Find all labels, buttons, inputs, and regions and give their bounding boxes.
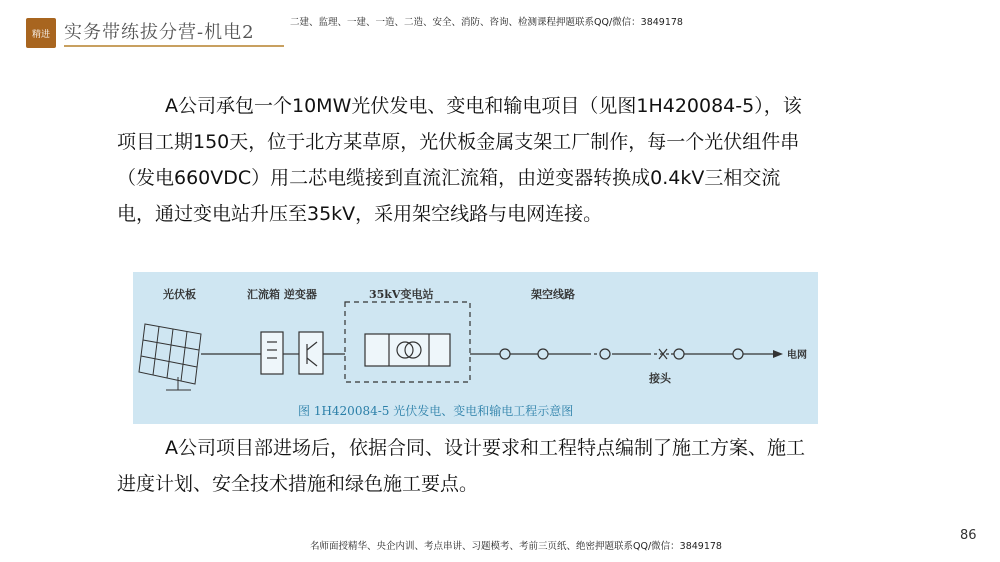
pv-system-diagram xyxy=(133,272,818,424)
label-pv-panel: 光伏板 xyxy=(163,288,196,301)
top-contact-banner: 二建、监理、一建、一造、二造、安全、消防、咨询、检测课程押题联系QQ/微信：3849178 xyxy=(290,17,683,28)
page-number: 86 xyxy=(960,528,977,543)
paragraph-1-text: A公司承包一个10MW光伏发电、变电和输电项目（见图1H420084-5），该项目工期150天，位于北方某草原，光伏板金属支架工厂制作，每一个光伏组件串（发电660VDC）用二芯电缆接到直流汇流箱，由逆变器转换成0.4kV三相交流电，通过变电站升压至35kV，采用架空线路与电网连接。 xyxy=(117,95,802,225)
bottom-contact-banner: 名师面授精华、央企内训、考点串讲、习题模考、考前三页纸、绝密押题联系QQ/微信：3849178 xyxy=(310,541,722,552)
combiner-box-icon xyxy=(261,332,283,374)
figure-caption: 图 1H420084-5 光伏发电、变电和输电工程示意图 xyxy=(298,404,574,418)
case-paragraph-2 xyxy=(117,430,817,502)
pv-panel-icon xyxy=(139,324,201,390)
label-combiner-inverter: 汇流箱 逆变器 xyxy=(247,288,317,301)
label-grid: 电网 xyxy=(787,350,807,361)
transformer-icon xyxy=(365,334,450,366)
label-overhead-line: 架空线路 xyxy=(531,288,575,301)
logo: 精进 xyxy=(26,18,56,48)
header-divider xyxy=(64,45,284,47)
label-substation: 35kV变电站 xyxy=(369,288,434,301)
case-paragraph-1 xyxy=(117,88,817,232)
label-joint: 接头 xyxy=(649,372,671,385)
inverter-icon xyxy=(299,332,323,374)
paragraph-2-text: A公司项目部进场后，依据合同、设计要求和工程特点编制了施工方案、施工进度计划、安全技术措施和绿色施工要点。 xyxy=(117,437,805,495)
grid-arrow xyxy=(773,350,783,358)
course-title: 实务带练拔分营-机电2 xyxy=(64,22,255,43)
